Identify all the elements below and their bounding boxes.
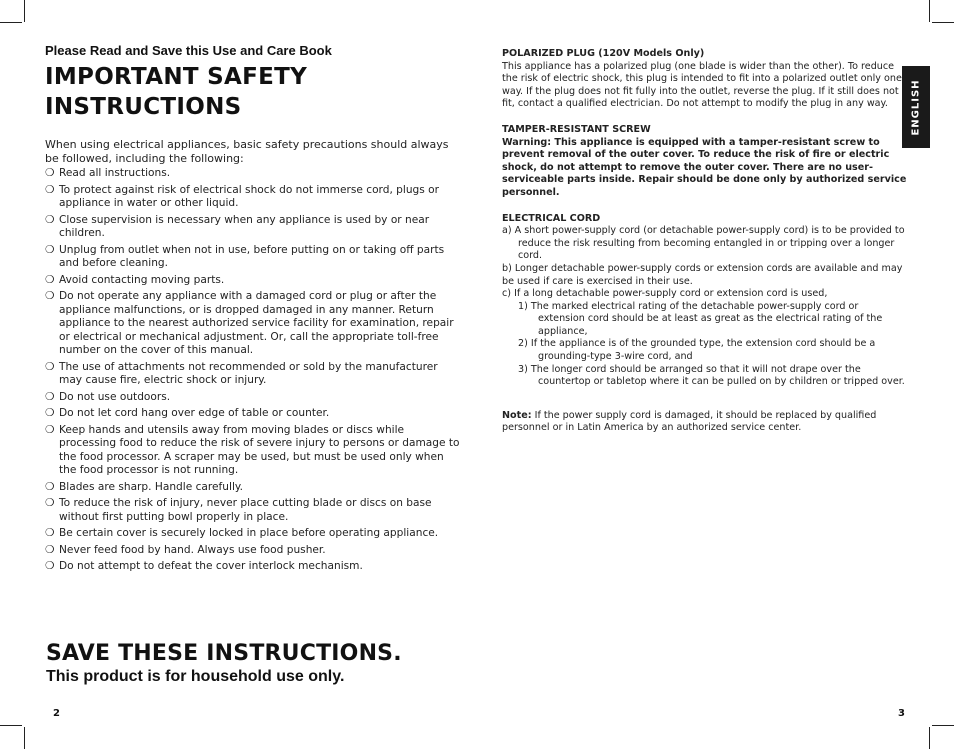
list-item xyxy=(45,391,460,405)
title-line-1: IMPORTANT SAFETY xyxy=(45,64,308,90)
circle-bullet-icon: ❍ xyxy=(45,390,55,403)
crop-mark xyxy=(24,727,25,749)
list-item-text: Do not attempt to defeat the cover interlock mechanism. xyxy=(59,560,363,572)
list-item-text: Do not operate any appliance with a damaged cord or plug or after the appliance malfunctions, or is dropped damaged in any manner. Return appliance to the nearest authorized service facility for examination, repair or electrical or mechanical adjustment. Or, call the appropriate toll-free number on the cover of this manual. xyxy=(59,290,454,356)
list-item xyxy=(45,274,460,288)
circle-bullet-icon: ❍ xyxy=(45,560,55,572)
tamper-heading: TAMPER-RESISTANT SCREW xyxy=(502,123,651,135)
circle-bullet-icon: ❍ xyxy=(45,290,55,302)
crop-mark xyxy=(932,22,954,23)
circle-bullet-icon: ❍ xyxy=(45,527,55,539)
list-item-text: Keep hands and utensils away from moving blades or discs while processing food to reduce the risk of severe injury to persons or damage to the food processor. A scraper may be used, but must be used only when the food processor is not running. xyxy=(59,423,460,476)
cord-subitem-1: 1) The marked electrical rating of the detachable power-supply cord or extension cord should be at least as great as the electrical rating of the appliance, xyxy=(518,300,883,337)
circle-bullet-icon: ❍ xyxy=(45,273,55,286)
page-number-right: 3 xyxy=(898,708,905,719)
list-item xyxy=(45,214,460,241)
circle-bullet-icon: ❍ xyxy=(45,480,55,493)
list-item xyxy=(45,244,460,271)
page-number-left: 2 xyxy=(53,708,60,719)
list-item-text: Close supervision is necessary when any appliance is used by or near children. xyxy=(59,213,430,239)
list-item xyxy=(45,290,460,358)
safety-list xyxy=(45,167,460,574)
circle-bullet-icon: ❍ xyxy=(45,213,55,226)
save-block xyxy=(46,640,402,686)
list-item xyxy=(45,424,460,478)
circle-bullet-icon: ❍ xyxy=(45,167,55,179)
crop-mark xyxy=(929,0,930,22)
save-title: SAVE THESE INSTRUCTIONS. xyxy=(46,641,402,666)
circle-bullet-icon: ❍ xyxy=(45,423,55,436)
list-item-text: Be certain cover is securely locked in place before operating appliance. xyxy=(59,527,439,539)
list-item xyxy=(45,481,460,495)
tamper-warning: Warning: This appliance is equipped with a tamper-resistant screw to prevent removal of the outer cover. To reduce the risk of fire or electric shock, do not attempt to remove the outer cover. There are no user-serviceable parts inside. Repair should be done only by authorized service personnel. xyxy=(502,136,907,198)
circle-bullet-icon: ❍ xyxy=(45,183,55,196)
page-title xyxy=(45,62,460,122)
save-subtitle: This product is for household use only. xyxy=(46,668,345,685)
title-line-2: INSTRUCTIONS xyxy=(45,94,242,120)
cord-subitem-3: 3) The longer cord should be arranged so that it will not drape over the countertop or tabletop where it can be pulled on by children or tripped over. xyxy=(518,363,905,388)
cord-item-a: a) A short power-supply cord (or detachable power-supply cord) is to be provided to reduce the risk resulting from becoming entangled in or tripping over a longer cord. xyxy=(502,225,905,262)
list-item xyxy=(45,544,460,558)
list-item-text: To reduce the risk of injury, never place cutting blade or discs on base without first putting bowl properly in place. xyxy=(59,497,432,523)
crop-mark xyxy=(0,725,22,726)
note-text: If the power supply cord is damaged, it should be replaced by qualified personnel or in Latin America by an authorized service center. xyxy=(502,409,877,434)
list-item xyxy=(45,497,460,524)
crop-mark xyxy=(0,22,22,23)
cord-item-b: b) Longer detachable power-supply cords or extension cords are available and may be used if care is exercised in their use. xyxy=(502,262,903,287)
note xyxy=(502,410,908,435)
list-item xyxy=(45,184,460,211)
polarized-text: This appliance has a polarized plug (one blade is wider than the other). To reduce the risk of electric shock, this plug is intended to fit into a polarized outlet only one way. If the plug does not fit fully into the outlet, reverse the plug. If it still does not fit, contact a qualified electrician. Do not attempt to modify the plug in any way. xyxy=(502,60,902,110)
pre-title: Please Read and Save this Use and Care Book xyxy=(45,43,332,58)
list-item-text: Avoid contacting moving parts. xyxy=(59,273,225,286)
list-item-text: To protect against risk of electrical shock do not immerse cord, plugs or appliance in water or other liquid. xyxy=(59,183,440,209)
list-item-text: Blades are sharp. Handle carefully. xyxy=(59,480,244,493)
crop-mark xyxy=(929,727,930,749)
list-item-text: Never feed food by hand. Always use food pusher. xyxy=(59,543,326,556)
list-item-text: Do not use outdoors. xyxy=(59,390,171,403)
list-item xyxy=(45,407,460,421)
cord-item-c: c) If a long detachable power-supply cord or extension cord is used, xyxy=(502,288,828,300)
circle-bullet-icon: ❍ xyxy=(45,407,55,419)
list-item xyxy=(45,560,460,574)
crop-mark xyxy=(24,0,25,22)
circle-bullet-icon: ❍ xyxy=(45,497,55,509)
crop-mark xyxy=(932,725,954,726)
cord-heading: ELECTRICAL CORD xyxy=(502,212,601,224)
list-item xyxy=(45,167,460,181)
list-item-text: Read all instructions. xyxy=(59,167,171,179)
list-item-text: Unplug from outlet when not in use, before putting on or taking off parts and before cleaning. xyxy=(59,243,445,269)
cord-subitem-2: 2) If the appliance is of the grounded type, the extension cord should be a grounding-type 3-wire cord, and xyxy=(518,338,876,363)
language-tab xyxy=(902,66,930,148)
list-item xyxy=(45,527,460,541)
note-label: Note: xyxy=(502,409,532,421)
circle-bullet-icon: ❍ xyxy=(45,360,55,373)
circle-bullet-icon: ❍ xyxy=(45,243,55,256)
left-page xyxy=(45,43,460,577)
list-item xyxy=(45,361,460,388)
list-item-text: Do not let cord hang over edge of table or counter. xyxy=(59,407,330,419)
circle-bullet-icon: ❍ xyxy=(45,543,55,556)
language-tab-label: ENGLISH xyxy=(910,78,922,136)
polarized-heading: POLARIZED PLUG (120V Models Only) xyxy=(502,48,705,59)
list-item-text: The use of attachments not recommended or sold by the manufacturer may cause fire, electric shock or injury. xyxy=(59,360,438,386)
intro-text: When using electrical appliances, basic safety precautions should always be followed, including the following: xyxy=(45,138,449,165)
right-page xyxy=(502,48,908,435)
